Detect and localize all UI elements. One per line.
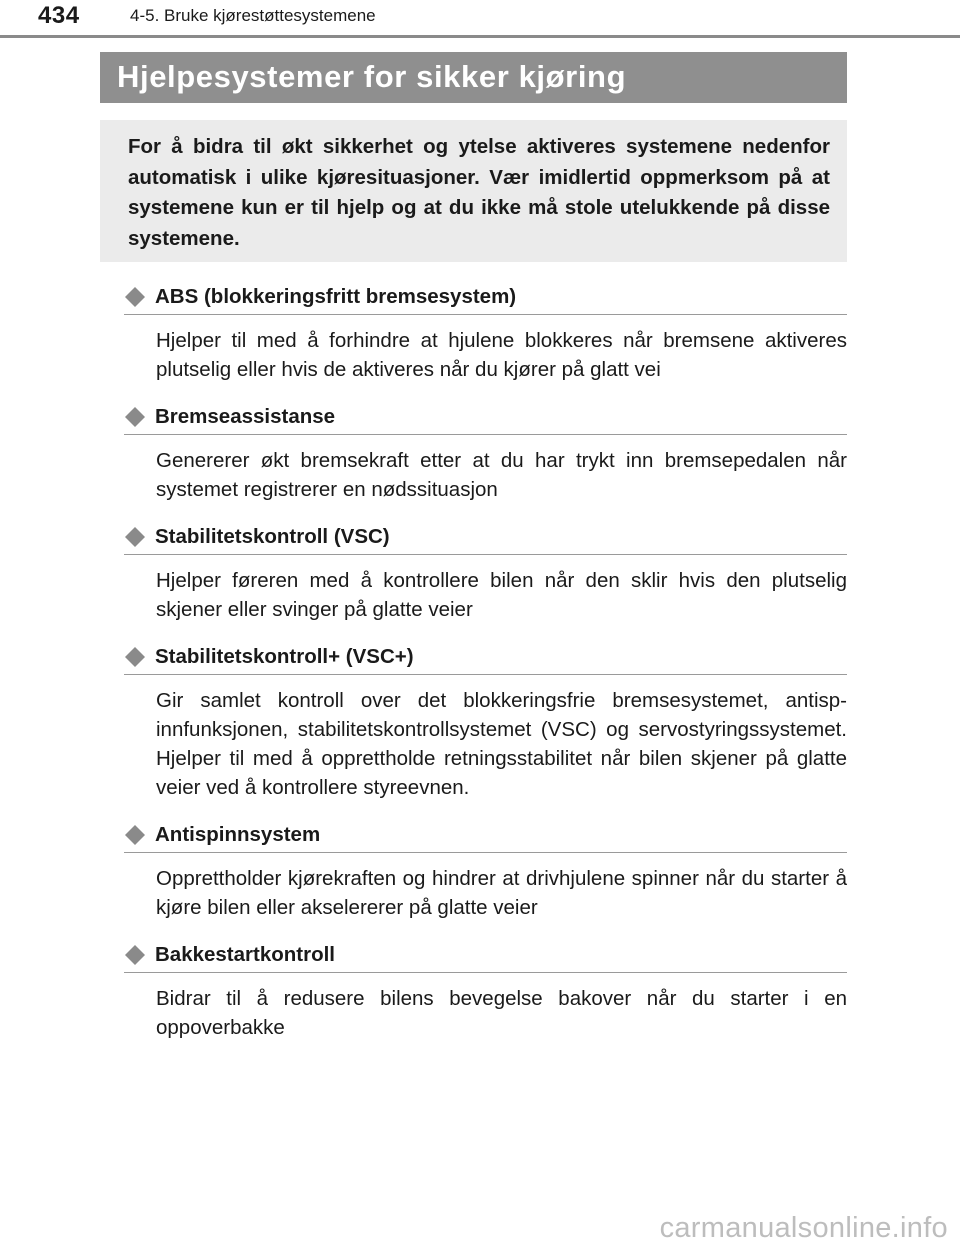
feature-description: Hjelper til med å forhindre at hjulene blokkeres når bremsene aktiveres plutselig eller hvis de aktiveres når du kjører på glatt vei xyxy=(156,329,847,381)
feature-heading xyxy=(124,400,847,435)
feature-item-traction-control xyxy=(124,818,847,922)
chapter-header: 4-5. Bruke kjørestøttesystemene xyxy=(130,6,376,25)
feature-heading xyxy=(124,818,847,853)
section-title-bar xyxy=(100,52,847,103)
intro-box xyxy=(100,120,847,262)
diamond-bullet-icon xyxy=(124,824,146,846)
feature-item-abs xyxy=(124,280,847,384)
feature-description: Opprettholder kjørekraften og hindrer at drivhjulene spinner når du starter å kjøre bilen eller akselererer på glatte veier xyxy=(156,867,847,919)
feature-description: Hjelper føreren med å kontrollere bilen når den sklir hvis den plutselig skjener eller svinger på glatte veier xyxy=(156,569,847,621)
feature-title: Bremseassistanse xyxy=(155,405,336,428)
feature-description: Gir samlet kontroll over det blokkeringsfrie bremsesystemet, antispinnfunksjonen, stabilitetskontrollsystemet (VSC) og servostyringssystemet. Hjelper til med å opprettholde retningsstabilitet når bilen skjener på glatte veier ved å kontrollere styreevnen. xyxy=(156,689,847,799)
feature-item-brake-assist xyxy=(124,400,847,504)
header-divider xyxy=(0,35,960,38)
feature-item-vsc-plus xyxy=(124,640,847,802)
intro-text: For å bidra til økt sikkerhet og ytelse aktiveres systemene nedenfor automatisk i ulike kjøresituasjoner. Vær imidlertid oppmerksom på at systemene kun er til hjelp og at du ikke må stole utelukkende på disse systemene. xyxy=(128,135,830,250)
feature-title: Stabilitetskontroll (VSC) xyxy=(155,525,390,548)
feature-title: Antispinnsystem xyxy=(155,823,321,846)
section-title: Hjelpesystemer for sikker kjøring xyxy=(117,59,627,94)
page-number: 434 xyxy=(38,2,80,29)
feature-title: Stabilitetskontroll+ (VSC+) xyxy=(155,645,414,668)
diamond-bullet-icon xyxy=(124,944,146,966)
diamond-bullet-icon xyxy=(124,286,146,308)
watermark: carmanualsonline.info xyxy=(659,1212,948,1244)
feature-heading xyxy=(124,640,847,675)
feature-item-vsc xyxy=(124,520,847,624)
feature-heading xyxy=(124,520,847,555)
feature-description: Genererer økt bremsekraft etter at du har trykt inn bremsepedalen når systemet registrerer en nødssituasjon xyxy=(156,449,847,501)
diamond-bullet-icon xyxy=(124,526,146,548)
feature-item-hill-start xyxy=(124,938,847,1042)
feature-description: Bidrar til å redusere bilens bevegelse bakover når du starter i en oppoverbakke xyxy=(156,987,847,1039)
feature-title: ABS (blokkeringsfritt bremsesystem) xyxy=(155,285,517,308)
feature-heading xyxy=(124,280,847,315)
feature-list xyxy=(124,280,847,1058)
diamond-bullet-icon xyxy=(124,646,146,668)
feature-title: Bakkestartkontroll xyxy=(155,943,336,966)
feature-heading xyxy=(124,938,847,973)
diamond-bullet-icon xyxy=(124,406,146,428)
